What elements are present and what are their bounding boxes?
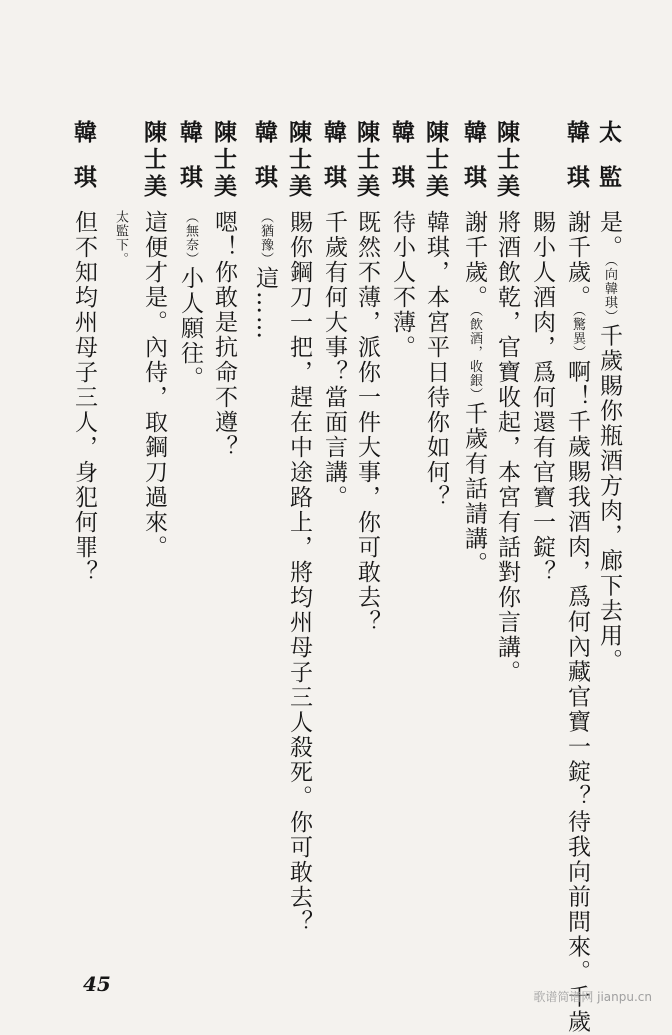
dialogue-text: 韓琪，本宮平日待你如何？ bbox=[423, 210, 449, 510]
speaker-label: 陳士美 bbox=[353, 120, 380, 201]
dialogue-text: 但不知均州母子三人，身犯何罪？ bbox=[71, 210, 97, 585]
speaker-label: 韓琪 bbox=[251, 120, 278, 210]
speaker-label: 太監 bbox=[595, 120, 622, 210]
dialogue-line bbox=[287, 210, 310, 935]
dialogue-text: 待小人不薄。 bbox=[389, 210, 415, 360]
speaker-label: 陳士美 bbox=[493, 120, 520, 201]
page-number: 45 bbox=[83, 972, 111, 996]
dialogue-text: 既然不薄，派你一件大事，你可敢去？ bbox=[354, 210, 380, 635]
dialogue-line bbox=[212, 210, 235, 460]
stage-direction: （飲酒，收銀） bbox=[467, 310, 482, 402]
dialogue-text: 是。 bbox=[596, 210, 622, 260]
dialogue-text: 千歲有話請講。 bbox=[461, 401, 487, 577]
speaker-label: 韓琪 bbox=[563, 120, 590, 210]
dialogue-line bbox=[462, 210, 485, 577]
stage-direction: （驚異） bbox=[570, 310, 585, 360]
dialogue-line bbox=[424, 210, 447, 510]
speaker-label: 韓琪 bbox=[388, 120, 415, 210]
dialogue-text: 謝千歲。 bbox=[564, 210, 590, 310]
speaker-label: 韓琪 bbox=[320, 120, 347, 210]
stage-direction: （猶豫） bbox=[258, 210, 273, 266]
dialogue-text: 這…… bbox=[252, 266, 278, 341]
dialogue-text: 啊！千歲賜我酒肉，爲何內藏官寶一錠？待我向前問來。千歲 bbox=[564, 359, 590, 1035]
dialogue-line bbox=[355, 210, 378, 635]
dialogue-line bbox=[495, 210, 518, 685]
watermark: 歌谱简谱网 jianpu.cn bbox=[533, 990, 652, 1004]
dialogue-text: 這便才是。內侍，取鋼刀過來。 bbox=[141, 210, 167, 560]
speaker-label: 陳士美 bbox=[140, 120, 167, 201]
dialogue-text: 小人願往。 bbox=[177, 266, 203, 391]
stage-direction: （無奈） bbox=[183, 210, 198, 266]
speaker-label: 韓琪 bbox=[70, 120, 97, 210]
dialogue-text: 賜你鋼刀一把，趕在中途路上，將均州母子三人殺死。你可敢去？ bbox=[286, 210, 312, 935]
dialogue-line bbox=[565, 210, 588, 1035]
dialogue-line bbox=[322, 210, 345, 510]
stage-direction: 太監下。 bbox=[113, 210, 128, 266]
dialogue-text: 將酒飲乾，官寶收起，本宮有話對你言講。 bbox=[494, 210, 520, 685]
dialogue-line bbox=[72, 210, 95, 585]
dialogue-line bbox=[597, 210, 620, 674]
speaker-label: 陳士美 bbox=[422, 120, 449, 201]
speaker-label: 陳士美 bbox=[210, 120, 237, 201]
speaker-label: 陳士美 bbox=[285, 120, 312, 201]
dialogue-text: 謝千歲。 bbox=[461, 210, 487, 310]
dialogue-text: 嗯！你敢是抗命不遵？ bbox=[211, 210, 237, 460]
stage-direction: （向韓琪） bbox=[602, 260, 617, 324]
dialogue-line bbox=[142, 210, 165, 560]
dialogue-line bbox=[178, 210, 201, 391]
dialogue-line bbox=[253, 210, 276, 341]
dialogue-text: 千歲有何大事？當面言講。 bbox=[321, 210, 347, 510]
speaker-label: 韓琪 bbox=[176, 120, 203, 210]
dialogue-text: 賜小人酒肉，爲何還有官寶一錠？ bbox=[529, 210, 555, 585]
dialogue-line bbox=[390, 210, 413, 360]
speaker-label: 韓琪 bbox=[460, 120, 487, 210]
dialogue-line bbox=[530, 210, 553, 585]
dialogue-text: 千歲賜你瓶酒方肉，廊下去用。 bbox=[596, 323, 622, 674]
dialogue-line bbox=[108, 210, 131, 266]
